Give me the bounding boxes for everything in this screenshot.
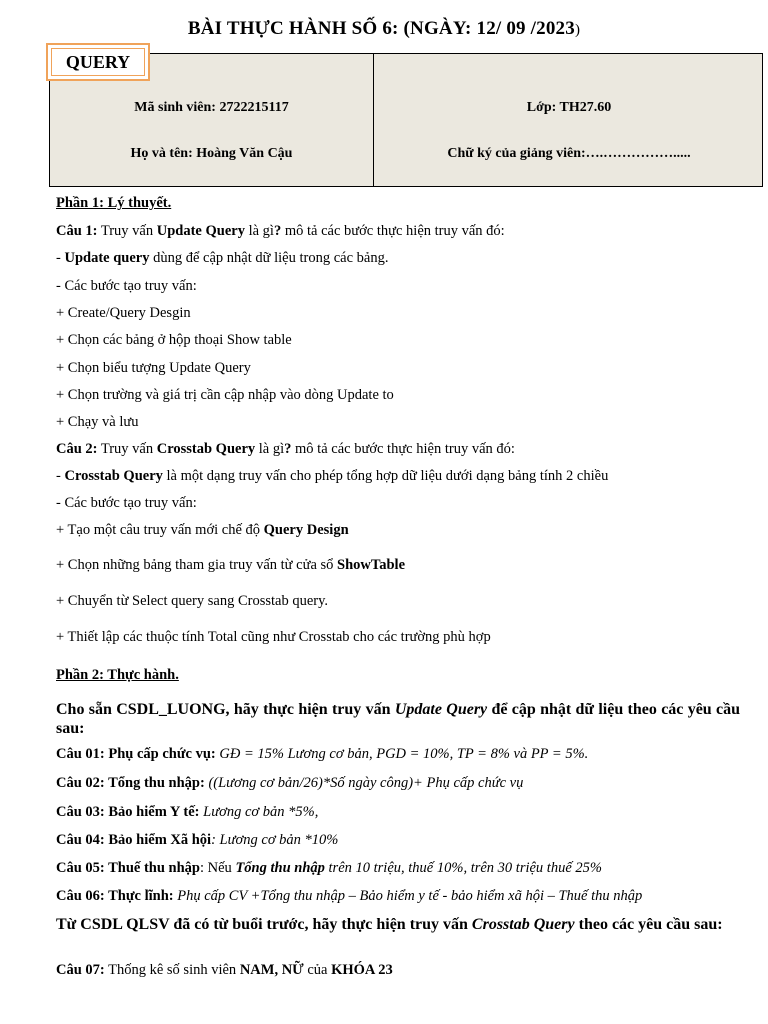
student-info-table: [49, 53, 763, 187]
q1-step: + Chạy và lưu: [56, 414, 139, 430]
exercise-item: Câu 05: Thuế thu nhập: Nếu Tổng thu nhập trên 10 triệu, thuế 10%, trên 30 triệu thuế 25%: [56, 860, 602, 876]
student-name: Họ và tên: Hoàng Văn Cậu: [130, 146, 293, 161]
q2-definition: - Crosstab Query là một dạng truy vấn cho phép tổng hợp dữ liệu dưới dạng bảng tính 2 chiều: [56, 468, 609, 484]
exercise-item: Câu 07: Thống kê số sinh viên NAM, NỮ của KHÓA 23: [56, 962, 393, 978]
part2-intro-update: Cho sẵn CSDL_LUONG, hãy thực hiện truy vấn Update Query để cập nhật dữ liệu theo các yêu cầu sau:: [56, 701, 741, 737]
q1-step: + Chọn trường và giá trị cần cập nhập vào dòng Update to: [56, 387, 394, 403]
q1-step: + Create/Query Desgin: [56, 305, 191, 321]
student-id: Mã sinh viên: 2722215117: [134, 100, 289, 115]
exercise-item: Câu 04: Bảo hiểm Xã hội: Lương cơ bản *10%: [56, 832, 339, 848]
part2-intro-crosstab: Từ CSDL QLSV đã có từ buổi trước, hãy thực hiện truy vấn Crosstab Query theo các yêu cầu sau:: [56, 916, 723, 933]
q2-question: Câu 2: Truy vấn Crosstab Query là gì? mô tả các bước thực hiện truy vấn đó:: [56, 441, 515, 457]
q1-definition: - Update query dùng để cập nhật dữ liệu trong các bảng.: [56, 250, 389, 266]
exercise-item: Câu 06: Thực lĩnh: Phụ cấp CV +Tổng thu nhập – Bảo hiểm y tế - bảo hiểm xã hội – Thuế thu nhập: [56, 888, 643, 904]
q2-step: + Tạo một câu truy vấn mới chế độ Query Design: [56, 522, 349, 538]
query-badge-label: QUERY: [51, 48, 145, 76]
query-badge: [46, 43, 150, 81]
q1-step: + Chọn biểu tượng Update Query: [56, 360, 251, 376]
q2-steps-title: - Các bước tạo truy vấn:: [56, 495, 197, 511]
q2-step: + Thiết lập các thuộc tính Total cũng như Crosstab cho các trường phù hợp: [56, 629, 491, 645]
exercise-item: Câu 02: Tổng thu nhập: ((Lương cơ bản/26)*Số ngày công)+ Phụ cấp chức vụ: [56, 775, 524, 791]
exercise-item: Câu 03: Bảo hiểm Y tế: Lương cơ bản *5%,: [56, 804, 319, 820]
table-divider: [373, 54, 374, 186]
q1-steps-title: - Các bước tạo truy vấn:: [56, 278, 197, 294]
q2-step: + Chọn những bảng tham gia truy vấn từ cửa sổ ShowTable: [56, 557, 405, 573]
part2-heading: Phần 2: Thực hành.: [56, 667, 179, 683]
teacher-signature: Chữ ký của giảng viên:….…………….....: [447, 146, 691, 161]
q2-step: + Chuyển từ Select query sang Crosstab query.: [56, 593, 329, 609]
part1-heading: Phần 1: Lý thuyết.: [56, 195, 172, 211]
q1-step: + Chọn các bảng ở hộp thoại Show table: [56, 332, 292, 348]
page-title: BÀI THỰC HÀNH SỐ 6: (NGÀY: 12/ 09 /2023): [187, 18, 581, 39]
class-label: Lớp: TH27.60: [526, 100, 612, 115]
exercise-item: Câu 01: Phụ cấp chức vụ: GĐ = 15% Lương cơ bản, PGD = 10%, TP = 8% và PP = 5%.: [56, 746, 589, 762]
q1-question: Câu 1: Truy vấn Update Query là gì? mô tả các bước thực hiện truy vấn đó:: [56, 223, 505, 239]
